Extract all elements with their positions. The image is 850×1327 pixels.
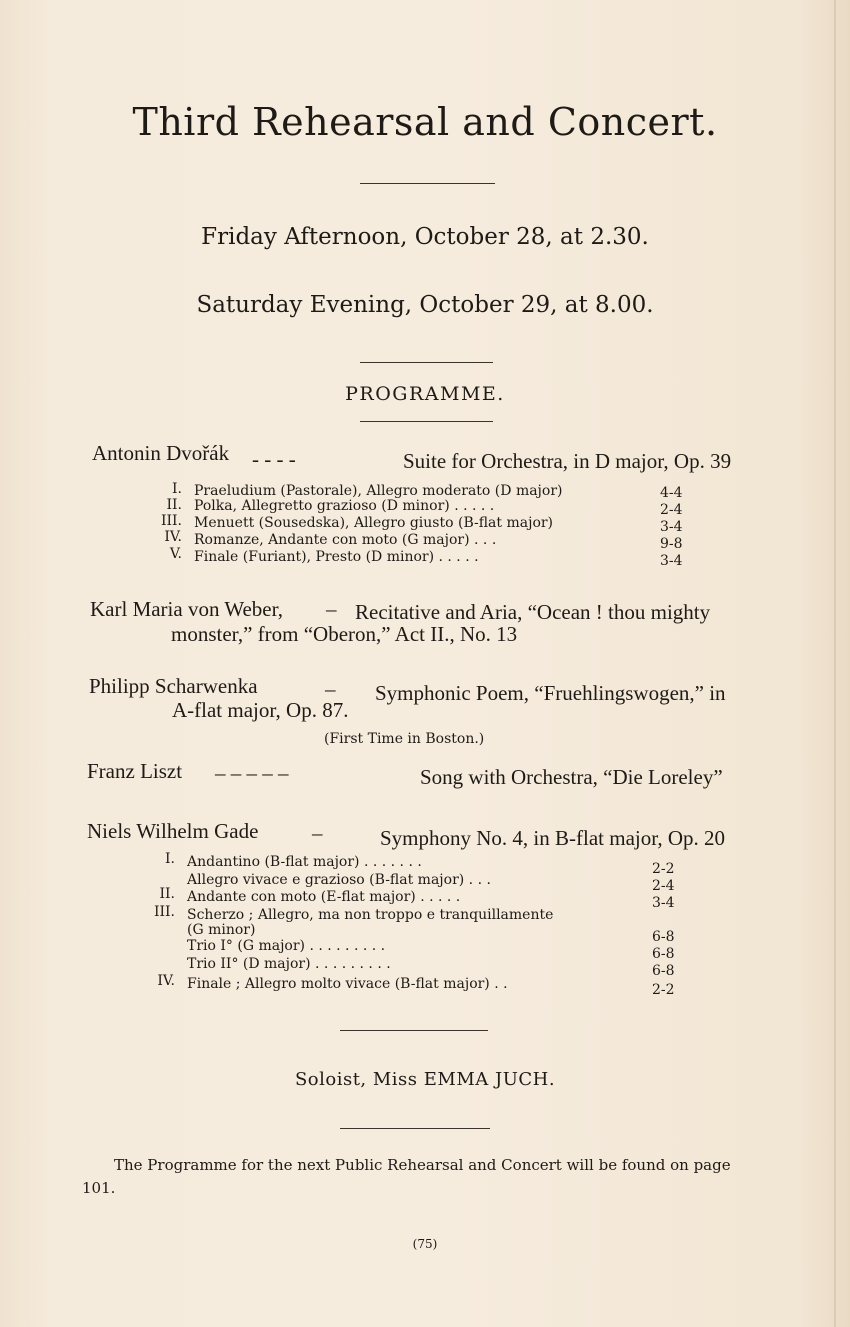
divider: [340, 1030, 488, 1031]
work-gade: Symphony No. 4, in B-flat major, Op. 20: [380, 826, 726, 850]
movement-title: Polka, Allegretto grazioso (D minor) . . . . .: [194, 498, 495, 514]
movement-title: Andante con moto (E-flat major) . . . . .: [187, 889, 461, 905]
movement-time: 2-2: [652, 861, 675, 877]
movement-number: II.: [166, 497, 182, 513]
soloist-line: Soloist, Miss EMMA JUCH.: [294, 1069, 556, 1090]
movement-number: III.: [160, 513, 182, 529]
movement-number: III.: [153, 904, 175, 920]
concert-title: Third Rehearsal and Concert.: [132, 100, 718, 144]
movement-time: 2-2: [652, 982, 675, 998]
movement-title: Trio II° (D major) . . . . . . . . .: [187, 956, 391, 972]
dash: –: [325, 677, 336, 701]
page-number: (75): [412, 1237, 438, 1251]
dash: –: [312, 821, 323, 845]
movement-number: II.: [159, 886, 175, 902]
movement-number: I.: [165, 851, 175, 867]
composer-weber: Karl Maria von Weber,: [90, 597, 284, 621]
movement-time: 2-4: [652, 878, 675, 894]
divider: [360, 183, 495, 184]
composer-gade: Niels Wilhelm Gade: [87, 819, 259, 843]
movement-title: Menuett (Sousedska), Allegro giusto (B-flat major): [194, 515, 554, 531]
divider: [340, 1128, 490, 1129]
dashes: – – – – –: [215, 761, 289, 785]
dashes: - - - -: [252, 447, 296, 471]
work-weber-line1: Recitative and Aria, “Ocean ! thou mighty: [355, 600, 711, 624]
date-friday: Friday Afternoon, October 28, at 2.30.: [201, 224, 649, 250]
work-liszt: Song with Orchestra, “Die Loreley”: [420, 765, 723, 789]
movement-time: 3-4: [652, 895, 675, 911]
movement-title: Allegro vivace e grazioso (B-flat major) . . .: [187, 872, 491, 888]
composer-dvorak: Antonin Dvořák: [92, 441, 230, 465]
movement-time: 3-4: [660, 519, 683, 535]
movement-number: IV.: [164, 529, 182, 545]
movement-title: Romanze, Andante con moto (G major) . . .: [194, 532, 497, 548]
movement-time: 6-8: [652, 963, 675, 979]
movement-number: IV.: [157, 973, 175, 989]
movement-title: Scherzo ; Allegro, ma non troppo e tranquillamente: [187, 907, 554, 923]
movement-title: Finale ; Allegro molto vivace (B-flat major) . .: [187, 976, 508, 992]
dash: –: [326, 597, 337, 621]
next-programme-note: The Programme for the next Public Rehearsal and Concert will be found on page 101.: [82, 1156, 731, 1197]
work-scharwenka-line2: A-flat major, Op. 87.: [172, 698, 349, 722]
movement-time: 9-8: [660, 536, 683, 552]
composer-liszt: Franz Liszt: [87, 759, 183, 783]
divider: [360, 362, 493, 363]
movement-title: Praeludium (Pastorale), Allegro moderato (D major): [194, 483, 563, 499]
composer-scharwenka: Philipp Scharwenka: [89, 674, 258, 698]
movement-time: 3-4: [660, 553, 683, 569]
movement-time: 4-4: [660, 485, 683, 501]
movement-time: 2-4: [660, 502, 683, 518]
page-fold: [834, 0, 836, 1327]
first-time-note: (First Time in Boston.): [324, 731, 485, 747]
work-dvorak: Suite for Orchestra, in D major, Op. 39: [403, 449, 732, 473]
movement-time: 6-8: [652, 929, 675, 945]
movement-title: Finale (Furiant), Presto (D minor) . . . . .: [194, 549, 479, 565]
movement-title: (G minor): [187, 922, 256, 938]
movement-number: V.: [169, 546, 182, 562]
work-scharwenka-line1: Symphonic Poem, “Fruehlingswogen,” in: [375, 681, 726, 705]
movement-title: Andantino (B-flat major) . . . . . . .: [187, 854, 422, 870]
programme-heading: PROGRAMME.: [345, 383, 505, 405]
movement-number: I.: [172, 481, 182, 497]
divider: [360, 421, 493, 422]
work-weber-line2: monster,” from “Oberon,” Act II., No. 13: [171, 622, 518, 646]
movement-time: 6-8: [652, 946, 675, 962]
date-saturday: Saturday Evening, October 29, at 8.00.: [196, 292, 654, 318]
movement-title: Trio I° (G major) . . . . . . . . .: [187, 938, 386, 954]
